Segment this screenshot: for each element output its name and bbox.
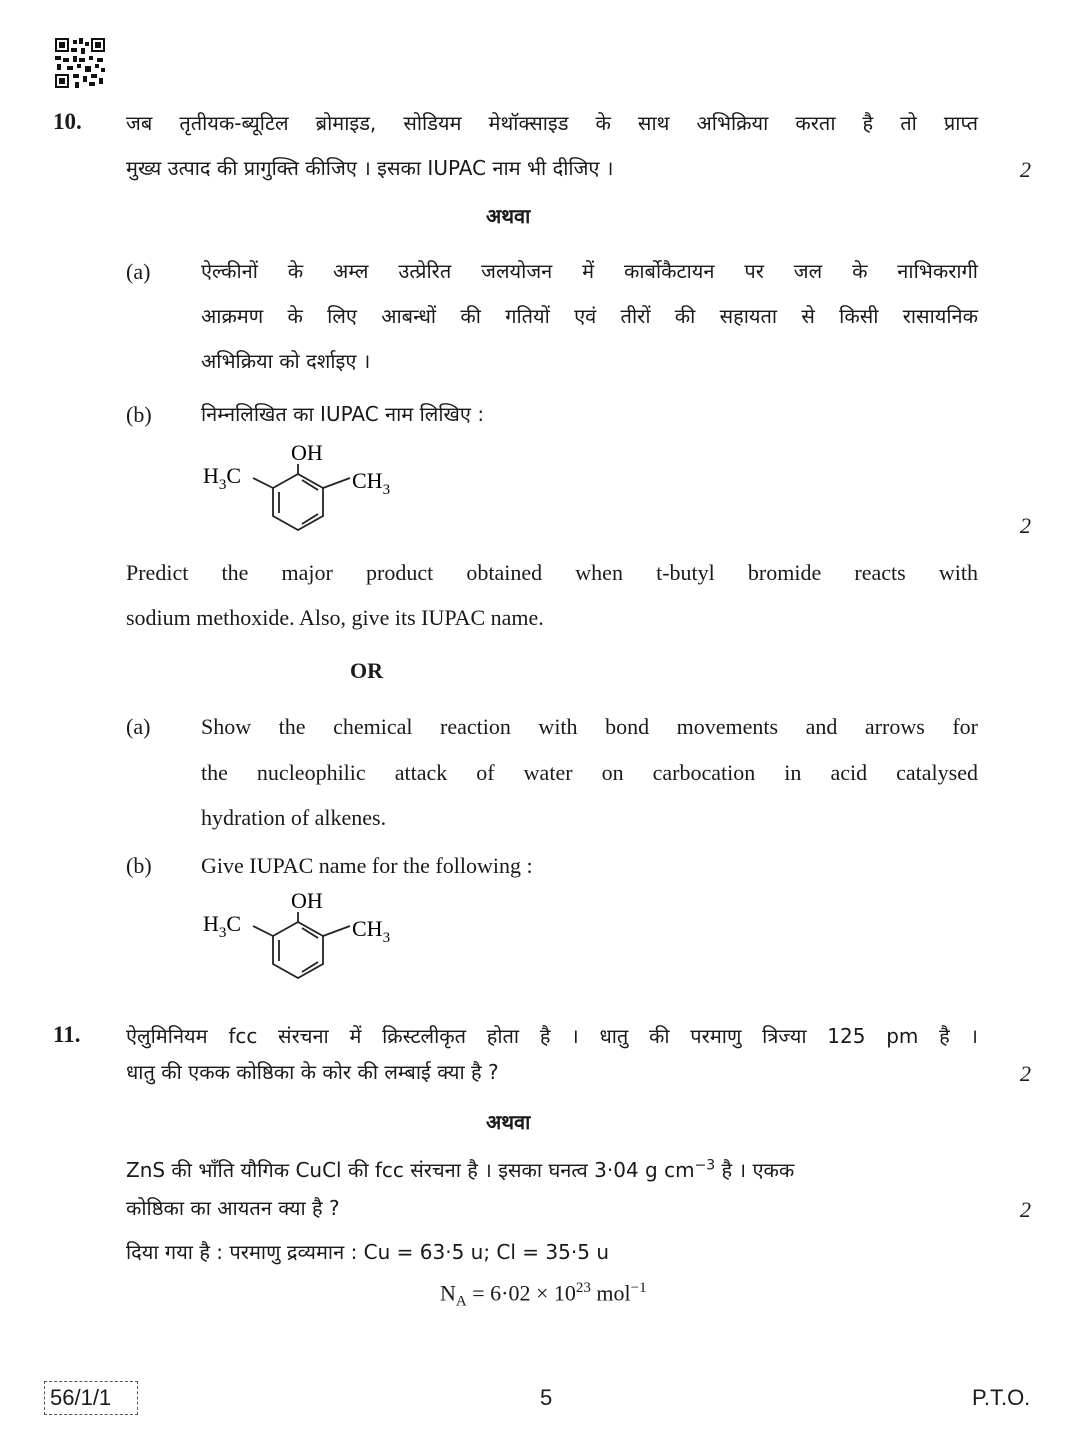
q10-hindi-b-text: निम्नलिखित का IUPAC नाम लिखिए : bbox=[201, 402, 485, 426]
q11-hindi-line2: धातु की एकक कोष्ठिका के कोर की लम्बाई क्या है ? bbox=[126, 1060, 499, 1084]
structure-c-label: C bbox=[226, 911, 242, 936]
q10-athva-heading: अथवा bbox=[486, 204, 531, 228]
structure-sub-3: 3 bbox=[218, 477, 227, 493]
q10-hindi-a-line1: ऐल्कीनों के अम्ल उत्प्रेरित जलयोजन में कार्बोकैटायन पर जल के नाभिकरागी bbox=[201, 259, 978, 283]
q10-hindi-a-line3: अभिक्रिया को दर्शाइए । bbox=[201, 349, 371, 373]
na-unit: mol bbox=[590, 1280, 631, 1306]
q11-marks: 2 bbox=[1020, 1061, 1031, 1086]
q11-alt-line2: कोष्ठिका का आयतन क्या है ? bbox=[126, 1196, 340, 1220]
dimethylphenol-structure bbox=[195, 436, 410, 531]
q10-hindi-b-label: (b) bbox=[126, 402, 152, 427]
q10-hindi-a-line2: आक्रमण के लिए आबन्धों की गतियों एवं तीरों की सहायता से किसी रासायनिक bbox=[201, 304, 978, 328]
q10-english-a-line2: the nucleophilic attack of water on carbocation in acid catalysed bbox=[201, 760, 978, 785]
q11-alt-line1-sup: −3 bbox=[694, 1157, 716, 1174]
structure-ch-label: CH bbox=[352, 468, 383, 493]
q11-marks-2: 2 bbox=[1020, 1197, 1031, 1222]
q11-alt-line1 bbox=[126, 1156, 978, 1183]
q10-english-line1: Predict the major product obtained when t-butyl bromide reacts with bbox=[126, 560, 978, 585]
na-subscript: A bbox=[455, 1293, 467, 1310]
q10-english-line2: sodium methoxide. Also, give its IUPAC name. bbox=[126, 605, 544, 630]
na-exponent: 23 bbox=[575, 1280, 591, 1296]
structure-ch-label: CH bbox=[352, 916, 383, 941]
question-number-11: 11. bbox=[53, 1022, 81, 1047]
footer-page-number: 5 bbox=[540, 1385, 553, 1410]
q10-marks-2: 2 bbox=[1020, 513, 1031, 538]
structure-h-label: H bbox=[203, 463, 219, 488]
structure-sub-3: 3 bbox=[218, 925, 227, 941]
svg-text:H3C bbox=[203, 911, 241, 941]
svg-text:CH3 bbox=[352, 916, 390, 946]
q10-english-a-line3: hydration of alkenes. bbox=[201, 805, 387, 830]
avogadro-constant bbox=[440, 1280, 647, 1311]
q11-alt-line1-pre: ZnS की भाँति यौगिक CuCl की fcc संरचना है । इसका घनत्व 3·04 g cm bbox=[126, 1158, 695, 1182]
q10-hindi-line1: जब तृतीयक-ब्यूटिल ब्रोमाइड, सोडियम मेथॉक्साइड के साथ अभिक्रिया करता है तो प्राप्त bbox=[126, 111, 978, 135]
q11-hindi-line1: ऐलुमिनियम fcc संरचना में क्रिस्टलीकृत होता है । धातु की परमाणु त्रिज्या 125 pm है । bbox=[126, 1024, 978, 1048]
structure-c-label: C bbox=[226, 463, 242, 488]
q10-english-a-line1: Show the chemical reaction with bond movements and arrows for bbox=[201, 714, 978, 739]
qr-code-icon bbox=[55, 38, 105, 88]
na-value: = 6·02 × 10 bbox=[466, 1280, 576, 1306]
q10-hindi-a-label: (a) bbox=[126, 259, 151, 284]
q10-marks: 2 bbox=[1020, 157, 1031, 182]
q10-english-b-label: (b) bbox=[126, 853, 152, 878]
q11-given-data: दिया गया है : परमाणु द्रव्यमान : Cu = 63·5 u; Cl = 35·5 u bbox=[126, 1240, 609, 1264]
q11-athva-heading: अथवा bbox=[486, 1110, 531, 1134]
q11-alt-line1-post: है । एकक bbox=[715, 1158, 795, 1182]
footer-pto: P.T.O. bbox=[972, 1385, 1031, 1410]
svg-text:CH3 bbox=[352, 468, 390, 498]
svg-text:H3C bbox=[203, 463, 241, 493]
q10-or-heading: OR bbox=[350, 658, 383, 683]
question-number-10: 10. bbox=[53, 109, 82, 134]
na-symbol: N bbox=[440, 1280, 456, 1306]
footer-paper-code: 56/1/1 bbox=[50, 1385, 112, 1410]
q10-hindi-line2: मुख्य उत्पाद की प्रागुक्ति कीजिए । इसका IUPAC नाम भी दीजिए । bbox=[126, 156, 614, 180]
structure-oh-label: OH bbox=[291, 888, 323, 913]
structure-sub-3: 3 bbox=[382, 482, 391, 498]
q10-english-b-text: Give IUPAC name for the following : bbox=[201, 853, 533, 878]
structure-oh-label: OH bbox=[291, 440, 323, 465]
dimethylphenol-structure-2 bbox=[195, 884, 410, 979]
na-unit-exponent: −1 bbox=[630, 1280, 647, 1296]
structure-sub-3: 3 bbox=[382, 930, 391, 946]
structure-h-label: H bbox=[203, 911, 219, 936]
q10-english-a-label: (a) bbox=[126, 714, 151, 739]
